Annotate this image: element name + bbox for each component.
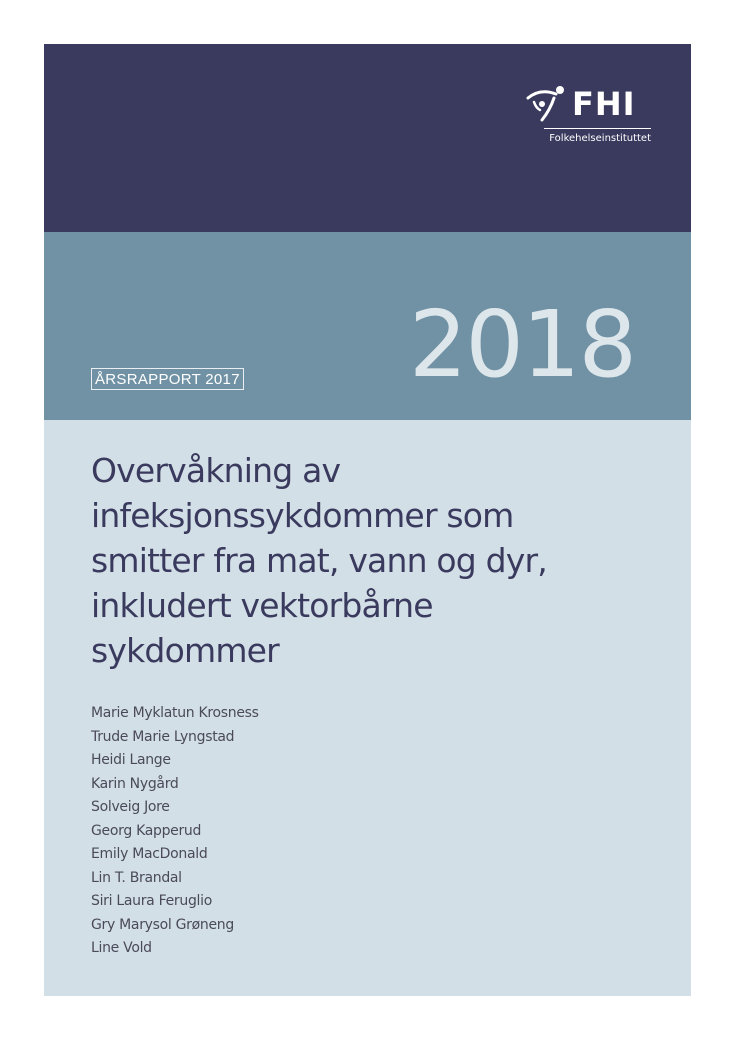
report-year: 2018: [408, 291, 635, 398]
author-name: Siri Laura Feruglio: [91, 893, 212, 909]
author-name: Heidi Lange: [91, 752, 171, 768]
fhi-logo-icon: [526, 84, 568, 124]
header-band: [44, 44, 691, 232]
author-list: [91, 702, 259, 961]
author-name: Marie Myklatun Krosness: [91, 705, 259, 721]
author-name: Gry Marysol Grøneng: [91, 916, 234, 933]
logo-subtitle: Folkehelseinstituttet: [549, 133, 651, 144]
logo-wordmark: FHI: [572, 85, 636, 123]
fhi-logo: [526, 84, 651, 150]
author-name: Line Vold: [91, 940, 152, 956]
author-name: Trude Marie Lyngstad: [91, 728, 235, 745]
author-name: Georg Kapperud: [91, 822, 202, 839]
logo-divider: [544, 128, 651, 129]
author-name: Solveig Jore: [91, 799, 170, 815]
report-label: ÅRSRAPPORT 2017: [91, 368, 244, 390]
author-name: Emily MacDonald: [91, 846, 208, 862]
author-name: Lin T. Brandal: [91, 869, 182, 886]
author-name: Karin Nygård: [91, 775, 179, 792]
report-title: Overvåkning av infeksjonssykdommer som smitter fra mat, vann og dyr, inkludert vektorbårne sykdommer: [91, 451, 547, 670]
report-cover: [44, 44, 691, 996]
